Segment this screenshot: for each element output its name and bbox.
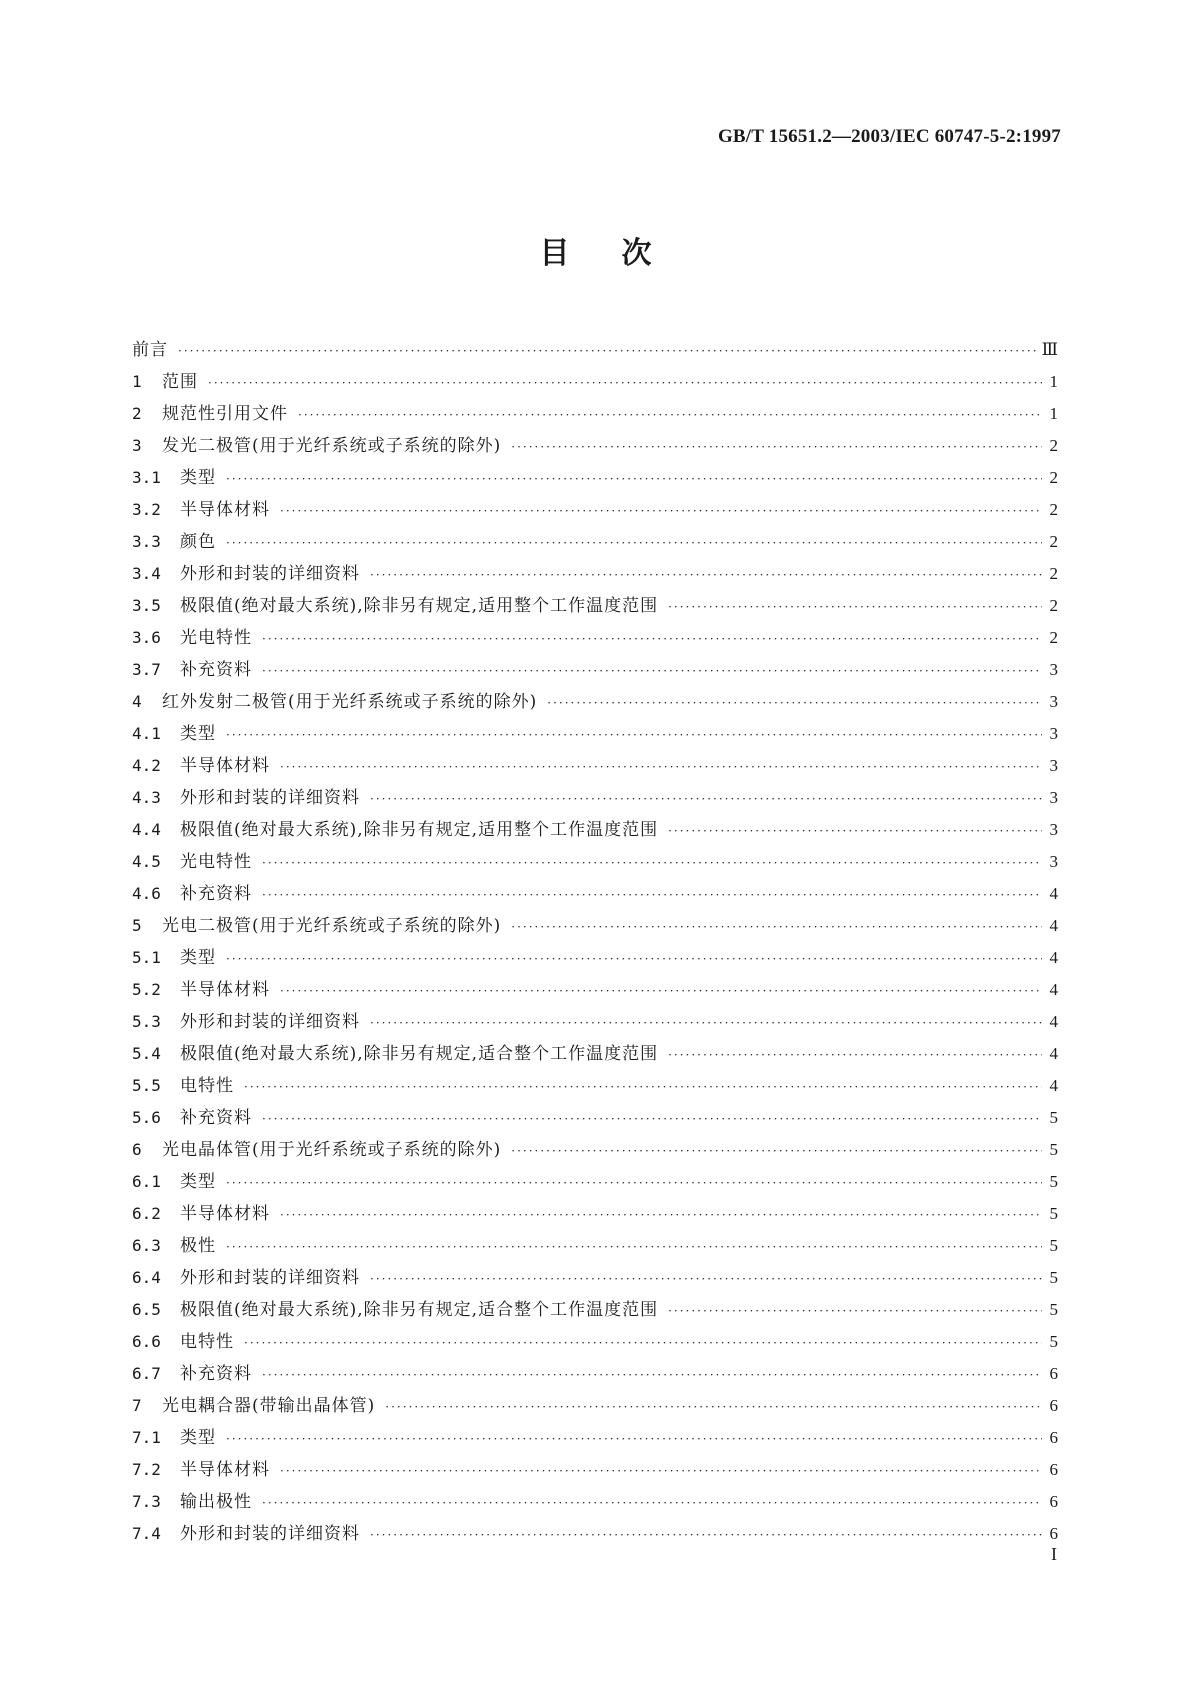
- toc-entry[interactable]: [132, 622, 1058, 654]
- toc-entry-number: 4: [132, 692, 142, 711]
- toc-entry-page: 4: [1049, 980, 1058, 999]
- toc-entry-label: 光电特性: [180, 852, 252, 872]
- toc-entry-number: 4.1: [132, 724, 161, 743]
- toc-entry[interactable]: [132, 782, 1058, 814]
- toc-leader-dots: [226, 943, 1042, 975]
- toc-entry-label: 极限值(绝对最大系统),除非另有规定,适合整个工作温度范围: [180, 1300, 659, 1320]
- toc-entry[interactable]: [132, 878, 1058, 910]
- toc-entry-label: 电特性: [180, 1332, 234, 1352]
- toc-entry-page: 4: [1049, 1076, 1058, 1095]
- toc-entry-number: 5.3: [132, 1012, 161, 1031]
- toc-entry-number: 1: [132, 372, 142, 391]
- toc-entry-page: 4: [1049, 948, 1058, 967]
- toc-entry-number: 5.1: [132, 948, 161, 967]
- toc-entry-number: 7.3: [132, 1492, 161, 1511]
- toc-entry-page: 2: [1049, 628, 1058, 647]
- toc-entry-page: 6: [1049, 1364, 1058, 1383]
- toc-entry-page: 3: [1049, 820, 1058, 839]
- toc-entry-number: 3.7: [132, 660, 161, 679]
- toc-entry-page: 2: [1049, 436, 1058, 455]
- toc-leader-dots: [262, 623, 1042, 655]
- toc-entry-page: 3: [1049, 660, 1058, 679]
- toc-entry[interactable]: [132, 430, 1058, 462]
- toc-entry-number: 3.3: [132, 532, 161, 551]
- toc-leader-dots: [280, 1455, 1042, 1487]
- toc-entry-page: 5: [1049, 1108, 1058, 1127]
- toc-leader-dots: [262, 879, 1042, 911]
- toc-leader-dots: [668, 591, 1042, 623]
- toc-entry-number: 6.7: [132, 1364, 161, 1383]
- toc-entry-page: 5: [1049, 1300, 1058, 1319]
- toc-leader-dots: [370, 559, 1042, 591]
- toc-entry-page: 2: [1049, 468, 1058, 487]
- toc-entry[interactable]: [132, 1262, 1058, 1294]
- toc-entry-page: 6: [1049, 1524, 1058, 1543]
- toc-entry-number: 6.6: [132, 1332, 161, 1351]
- toc-entry-number: 3.2: [132, 500, 161, 519]
- toc-entry[interactable]: [132, 1486, 1058, 1518]
- toc-entry-label: 类型: [180, 468, 216, 488]
- toc-entry-page: 2: [1049, 564, 1058, 583]
- toc-entry[interactable]: [132, 1038, 1058, 1070]
- toc-entry[interactable]: [132, 334, 1058, 366]
- toc-leader-dots: [547, 687, 1042, 719]
- toc-entry-label: 外形和封装的详细资料: [180, 564, 360, 584]
- toc-entry-page: 4: [1049, 916, 1058, 935]
- toc-leader-dots: [298, 399, 1042, 431]
- toc-leader-dots: [226, 527, 1042, 559]
- toc-entry[interactable]: [132, 974, 1058, 1006]
- toc-leader-dots: [511, 1135, 1042, 1167]
- toc-entry-label: 类型: [180, 948, 216, 968]
- toc-entry-number: 5.4: [132, 1044, 161, 1063]
- toc-entry-number: 7: [132, 1396, 142, 1415]
- toc-entry-page: 2: [1049, 500, 1058, 519]
- toc-entry-page: 5: [1049, 1204, 1058, 1223]
- toc-entry-number: 6.2: [132, 1204, 161, 1223]
- toc-entry-number: 6.5: [132, 1300, 161, 1319]
- toc-leader-dots: [280, 495, 1042, 527]
- toc-entry-number: 6.1: [132, 1172, 161, 1191]
- toc-entry-number: 5.5: [132, 1076, 161, 1095]
- toc-entry-number: 6: [132, 1140, 142, 1159]
- toc-entry[interactable]: [132, 1294, 1058, 1326]
- toc-entry[interactable]: [132, 1518, 1058, 1550]
- toc-entry[interactable]: [132, 366, 1058, 398]
- toc-entry[interactable]: [132, 526, 1058, 558]
- toc-entry-label: 类型: [180, 724, 216, 744]
- toc-leader-dots: [226, 719, 1042, 751]
- toc-entry[interactable]: [132, 398, 1058, 430]
- toc-entry[interactable]: [132, 1070, 1058, 1102]
- toc-leader-dots: [668, 1295, 1042, 1327]
- toc-entry-label: 半导体材料: [180, 1204, 270, 1224]
- toc-entry[interactable]: [132, 942, 1058, 974]
- toc-leader-dots: [226, 1231, 1042, 1263]
- toc-leader-dots: [262, 1359, 1042, 1391]
- toc-leader-dots: [226, 1167, 1042, 1199]
- toc-leader-dots: [280, 1199, 1042, 1231]
- toc-entry[interactable]: [132, 1454, 1058, 1486]
- toc-entry[interactable]: [132, 718, 1058, 750]
- toc-leader-dots: [244, 1071, 1042, 1103]
- toc-leader-dots: [262, 1103, 1042, 1135]
- toc-entry-number: 3.4: [132, 564, 161, 583]
- toc-leader-dots: [280, 751, 1042, 783]
- toc-entry-page: 5: [1049, 1332, 1058, 1351]
- toc-entry[interactable]: [132, 814, 1058, 846]
- toc-entry-number: 4.3: [132, 788, 161, 807]
- toc-entry-page: 5: [1049, 1172, 1058, 1191]
- toc-entry-page: 3: [1049, 852, 1058, 871]
- toc-entry-label: 输出极性: [180, 1492, 252, 1512]
- toc-entry-label: 半导体材料: [180, 1460, 270, 1480]
- toc-leader-dots: [178, 335, 1036, 367]
- toc-entry[interactable]: [132, 1358, 1058, 1390]
- toc-entry-label: 补充资料: [180, 884, 252, 904]
- toc-leader-dots: [370, 1263, 1042, 1295]
- toc-entry-label: 发光二极管(用于光纤系统或子系统的除外): [162, 436, 502, 456]
- toc-entry-label: 极限值(绝对最大系统),除非另有规定,适用整个工作温度范围: [180, 596, 659, 616]
- toc-entry-label: 颜色: [180, 532, 216, 552]
- toc-entry-page: 6: [1049, 1492, 1058, 1511]
- toc-entry-label: 光电耦合器(带输出晶体管): [162, 1396, 376, 1416]
- toc-entry-page: Ⅲ: [1041, 340, 1058, 359]
- toc-entry-page: 1: [1049, 372, 1058, 391]
- toc-leader-dots: [262, 1487, 1042, 1519]
- toc-leader-dots: [668, 1039, 1042, 1071]
- toc-entry[interactable]: [132, 1326, 1058, 1358]
- toc-entry[interactable]: [132, 846, 1058, 878]
- toc-entry-page: 3: [1049, 788, 1058, 807]
- toc-entry-number: 7.2: [132, 1460, 161, 1479]
- toc-entry-page: 6: [1049, 1396, 1058, 1415]
- toc-leader-dots: [385, 1391, 1042, 1423]
- toc-entry[interactable]: [132, 910, 1058, 942]
- toc-entry-label: 半导体材料: [180, 980, 270, 1000]
- toc-entry[interactable]: [132, 1230, 1058, 1262]
- toc-entry-page: 4: [1049, 1044, 1058, 1063]
- toc-entry[interactable]: [132, 1102, 1058, 1134]
- toc-entry-label: 极限值(绝对最大系统),除非另有规定,适合整个工作温度范围: [180, 1044, 659, 1064]
- toc-entry-number: 6.3: [132, 1236, 161, 1255]
- toc-entry-page: 6: [1049, 1428, 1058, 1447]
- toc-entry-number: 4.2: [132, 756, 161, 775]
- toc-entry-number: 6.4: [132, 1268, 161, 1287]
- toc-entry-label: 前言: [132, 340, 168, 360]
- toc-entry[interactable]: [132, 1422, 1058, 1454]
- toc-entry-label: 类型: [180, 1172, 216, 1192]
- toc-entry-number: 7.4: [132, 1524, 161, 1543]
- toc-leader-dots: [262, 847, 1042, 879]
- toc-leader-dots: [668, 815, 1042, 847]
- toc-leader-dots: [208, 367, 1042, 399]
- toc-leader-dots: [226, 1423, 1042, 1455]
- toc-entry-page: 3: [1049, 692, 1058, 711]
- toc-entry-label: 范围: [162, 372, 198, 392]
- page-number: I: [1051, 1544, 1057, 1564]
- toc-entry[interactable]: [132, 686, 1058, 718]
- toc-leader-dots: [244, 1327, 1042, 1359]
- toc-entry-label: 光电特性: [180, 628, 252, 648]
- toc-entry-page: 5: [1049, 1236, 1058, 1255]
- toc-entry[interactable]: [132, 1390, 1058, 1422]
- toc-entry-page: 2: [1049, 532, 1058, 551]
- toc-entry-label: 补充资料: [180, 1108, 252, 1128]
- toc-leader-dots: [370, 783, 1042, 815]
- toc-entry-label: 补充资料: [180, 1364, 252, 1384]
- toc-entry-page: 5: [1049, 1140, 1058, 1159]
- toc-leader-dots: [511, 911, 1042, 943]
- toc-entry-label: 补充资料: [180, 660, 252, 680]
- toc-entry-number: 3.5: [132, 596, 161, 615]
- toc-entry[interactable]: [132, 1198, 1058, 1230]
- toc-leader-dots: [370, 1007, 1042, 1039]
- toc-entry-number: 3.1: [132, 468, 161, 487]
- toc-entry-label: 外形和封装的详细资料: [180, 1524, 360, 1544]
- table-of-contents: [132, 334, 1058, 1550]
- toc-entry-label: 规范性引用文件: [162, 404, 288, 424]
- toc-entry-label: 外形和封装的详细资料: [180, 788, 360, 808]
- toc-entry[interactable]: [132, 494, 1058, 526]
- toc-entry-page: 2: [1049, 596, 1058, 615]
- toc-entry-label: 半导体材料: [180, 500, 270, 520]
- toc-entry-number: 7.1: [132, 1428, 161, 1447]
- toc-entry[interactable]: [132, 1006, 1058, 1038]
- toc-entry-label: 外形和封装的详细资料: [180, 1012, 360, 1032]
- toc-entry-label: 极性: [180, 1236, 216, 1256]
- toc-entry-label: 外形和封装的详细资料: [180, 1268, 360, 1288]
- toc-leader-dots: [370, 1519, 1042, 1551]
- toc-entry[interactable]: [132, 1166, 1058, 1198]
- toc-entry[interactable]: [132, 462, 1058, 494]
- toc-leader-dots: [262, 655, 1042, 687]
- toc-entry-number: 4.6: [132, 884, 161, 903]
- toc-entry-label: 光电二极管(用于光纤系统或子系统的除外): [162, 916, 502, 936]
- toc-entry-label: 红外发射二极管(用于光纤系统或子系统的除外): [162, 692, 538, 712]
- toc-entry[interactable]: [132, 750, 1058, 782]
- toc-entry-page: 5: [1049, 1268, 1058, 1287]
- toc-entry-label: 光电晶体管(用于光纤系统或子系统的除外): [162, 1140, 502, 1160]
- toc-entry-label: 类型: [180, 1428, 216, 1448]
- page-title: 目次: [539, 236, 704, 271]
- toc-entry-page: 4: [1049, 1012, 1058, 1031]
- toc-entry-page: 1: [1049, 404, 1058, 423]
- toc-entry-label: 半导体材料: [180, 756, 270, 776]
- toc-entry[interactable]: [132, 558, 1058, 590]
- toc-leader-dots: [226, 463, 1042, 495]
- toc-entry-page: 3: [1049, 724, 1058, 743]
- toc-entry-page: 4: [1049, 884, 1058, 903]
- toc-entry-number: 3.6: [132, 628, 161, 647]
- toc-entry-label: 极限值(绝对最大系统),除非另有规定,适用整个工作温度范围: [180, 820, 659, 840]
- toc-entry-label: 电特性: [180, 1076, 234, 1096]
- toc-entry-number: 3: [132, 436, 142, 455]
- toc-leader-dots: [280, 975, 1042, 1007]
- toc-entry-number: 4.5: [132, 852, 161, 871]
- toc-leader-dots: [511, 431, 1042, 463]
- standard-code-header: GB/T 15651.2—2003/IEC 60747-5-2:1997: [717, 126, 1061, 147]
- toc-entry-number: 5.2: [132, 980, 161, 999]
- toc-entry[interactable]: [132, 590, 1058, 622]
- toc-entry[interactable]: [132, 654, 1058, 686]
- toc-entry-number: 5: [132, 916, 142, 935]
- toc-entry[interactable]: [132, 1134, 1058, 1166]
- toc-entry-number: 2: [132, 404, 142, 423]
- toc-entry-number: 4.4: [132, 820, 161, 839]
- toc-entry-number: 5.6: [132, 1108, 161, 1127]
- toc-entry-page: 6: [1049, 1460, 1058, 1479]
- toc-entry-page: 3: [1049, 756, 1058, 775]
